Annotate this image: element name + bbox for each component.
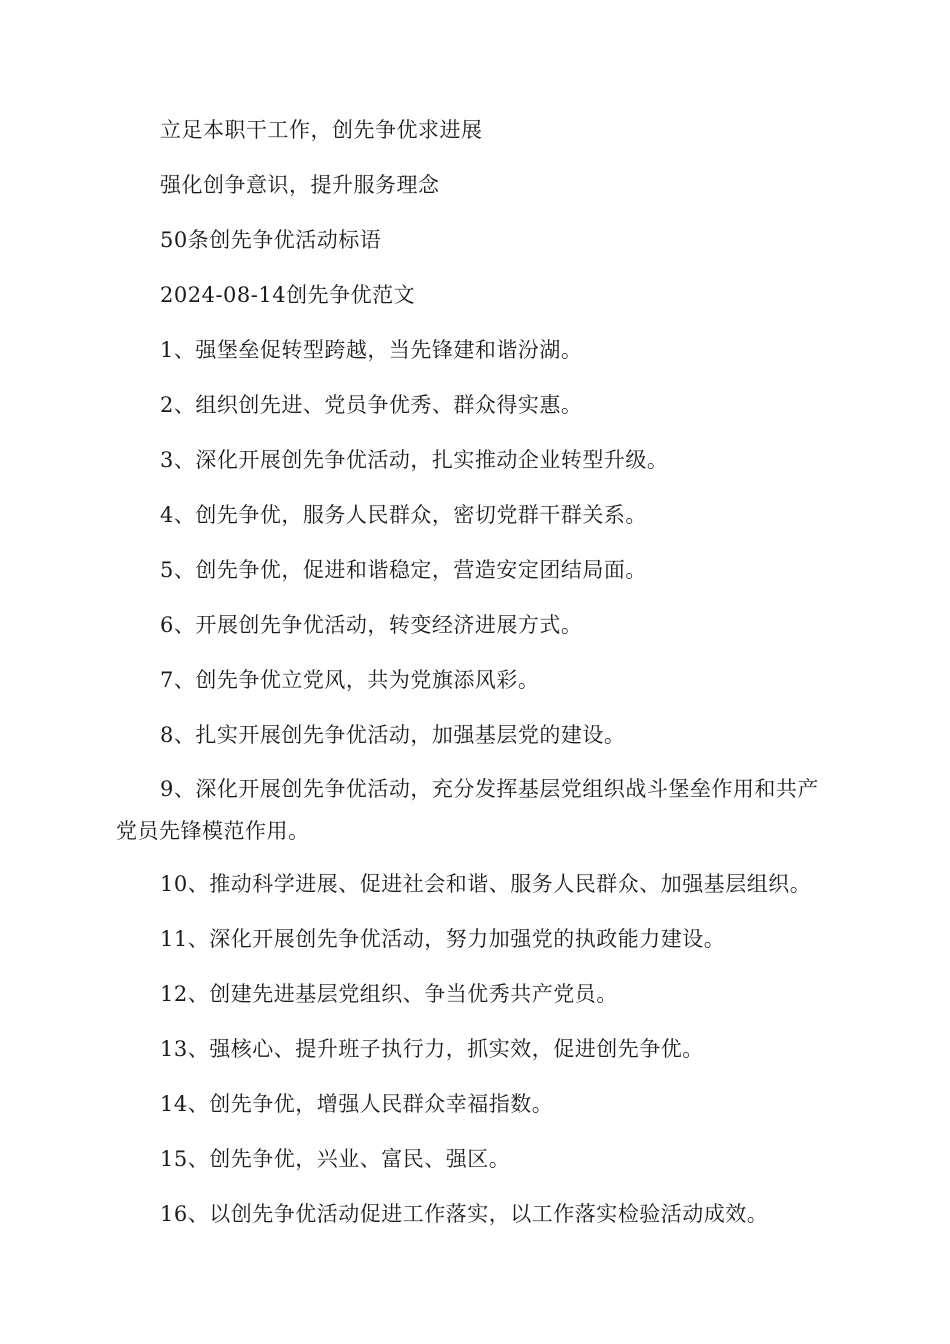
paragraph-title-3: 50条创先争优活动标语 [160,228,382,252]
paragraph-date-line: 2024-08-14创先争优范文 [160,283,416,307]
slogan-item-10: 10、推动科学进展、促进社会和谐、服务人民群众、加强基层组织。 [160,872,812,896]
paragraph-title-1: 立足本职干工作，创先争优求进展 [160,118,483,142]
slogan-item-7: 7、创先争优立党风，共为党旗添风彩。 [160,668,540,692]
slogan-item-6: 6、开展创先争优活动，转变经济进展方式。 [160,613,583,637]
document-body [116,108,828,1247]
slogan-item-8: 8、扎实开展创先争优活动，加强基层党的建设。 [160,723,626,747]
slogan-item-13: 13、强核心、提升班子执行力，抓实效，促进创先争优。 [160,1037,704,1061]
slogan-item-16: 16、以创先争优活动促进工作落实，以工作落实检验活动成效。 [160,1202,769,1226]
slogan-item-9: 9、深化开展创先争优活动，充分发挥基层党组织战斗堡垒作用和共产党员先锋模范作用。 [116,777,819,843]
slogan-item-1: 1、强堡垒促转型跨越，当先锋建和谐汾湖。 [160,338,583,362]
slogan-item-3: 3、深化开展创先争优活动，扎实推动企业转型升级。 [160,448,669,472]
slogan-item-15: 15、创先争优，兴业、富民、强区。 [160,1147,511,1171]
slogan-item-14: 14、创先争优，增强人民群众幸福指数。 [160,1092,554,1116]
paragraph-title-2: 强化创争意识，提升服务理念 [160,173,440,197]
slogan-item-4: 4、创先争优，服务人民群众，密切党群干群关系。 [160,503,647,527]
slogan-item-2: 2、组织创先进、党员争优秀、群众得实惠。 [160,393,583,417]
slogan-item-11: 11、深化开展创先争优活动，努力加强党的执政能力建设。 [160,927,726,951]
slogan-item-12: 12、创建先进基层党组织、争当优秀共产党员。 [160,982,618,1006]
slogan-item-5: 5、创先争优，促进和谐稳定，营造安定团结局面。 [160,558,647,582]
